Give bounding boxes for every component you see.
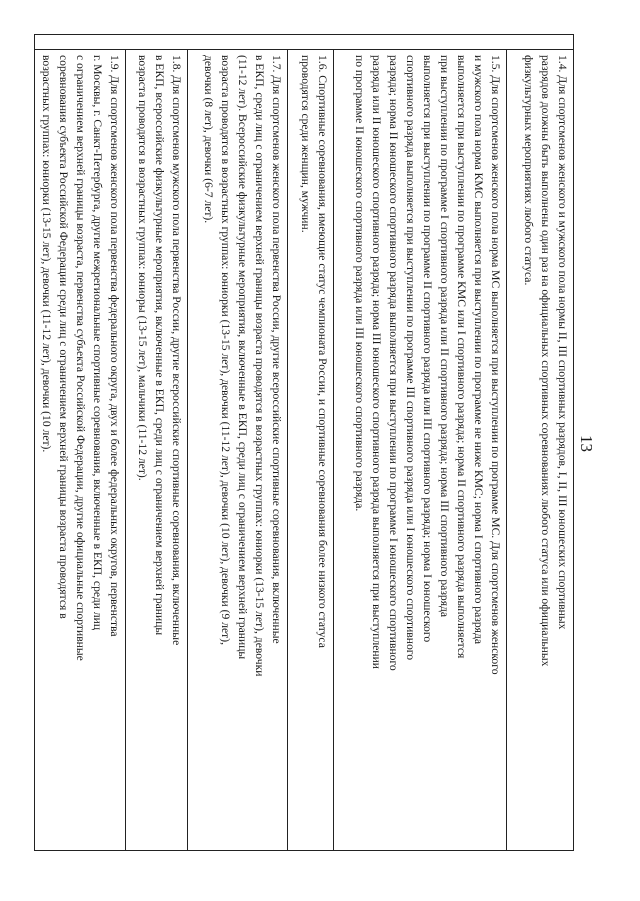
text-line: возрастных группах: юниорки (13-15 лет), девочки (11-12 лет), девочки (10 лет). — [40, 55, 53, 453]
text-line: выполняется при выступлении по программе КМС или I спортивного разряда; норма II спортивного разряда выполняется — [455, 55, 468, 659]
text-line: разряда или II юношеского спортивного разряда; норма III юношеского спортивного разряда выполняется при выступлении — [370, 55, 383, 670]
text-line: 1.4. Для спортсменов женского и мужского пола нормы II, III спортивных разрядов, I, II, III юношеских спортивных — [556, 55, 569, 630]
text-line: возраста проводятся в возрастных группах: юниоры (13-15 лет), мальчики (11-12 лет). — [136, 55, 149, 481]
text-line: г. Москвы, г. Санкт-Петербурга, другие межрегиональные спортивные соревнования, включенные в ЕКП, среди лиц — [91, 55, 104, 631]
text-line: 1.5. Для спортсменов женского пола норма МС выполняется при выступлении по программе МС. Для спортсменов женского — [489, 55, 502, 675]
page-number: 13 — [577, 435, 596, 452]
text-line: в ЕКП, всероссийские физкультурные мероприятия, включенные в ЕКП, среди лиц с ограничением верхней границы — [153, 55, 166, 636]
text-line: соревнования субъекта Российской Федерации среди лиц с ограничением верхней границы возраста проводятся в — [57, 55, 70, 619]
text-line: спортивного разряда выполняется при выступлении по программе III спортивного разряда или I юношеского спортивного — [404, 55, 417, 661]
text-line: и мужского пола норма КМС выполняется при выступлении по программе не ниже КМС; норма I спортивного разряда — [472, 55, 485, 644]
text-line: 1.7. Для спортсменов женского пола первенства России, другие всероссийские спортивные соревнования, включенные — [270, 55, 283, 644]
text-line: 1.6. Спортивные соревнования, имеющие статус чемпионата России, и спортивные соревнования более низкого статуса — [316, 55, 329, 648]
section-1-9 — [35, 50, 126, 850]
section-1-5 — [334, 50, 507, 850]
text-line: (11-12 лет). Всероссийские физкультурные мероприятия, включенные в ЕКП, среди лиц с ограничением верхней границы — [236, 55, 249, 660]
text-line: физкультурных мероприятиях любого статуса. — [522, 55, 535, 286]
text-line: выполняется при выступлении по программе II спортивного разряда или III спортивного разряда; норма I юношеского — [421, 55, 434, 643]
section-1-7 — [188, 50, 288, 850]
text-line: разряда; норма II юношеского спортивного разряда выполняется при выступлении по программе I юношеского спортивного — [387, 55, 400, 671]
section-1-8 — [126, 50, 188, 850]
text-line: с ограничением верхней границы возраста, первенства субъекта Российской Федерации, другие официальные спортивные — [74, 55, 87, 661]
text-line: 1.9. Для спортсменов женского пола первенства федерального округа, двух и более федеральных округов, первенства — [108, 55, 121, 637]
text-line: возраста проводятся в возрастных группах: юниорки (13-15 лет), девочки (11-12 лет), девочки (10 лет), девочки (9 лет), — [219, 55, 232, 645]
text-line: девочки (8 лет), девочки (6-7 лет). — [202, 55, 215, 224]
section-1-4 — [507, 50, 573, 850]
text-line: в ЕКП, среди лиц с ограничением верхней границы возраста проводятся в возрастных группах: юниорки (13-15 лет), девочки — [253, 55, 266, 677]
text-line: по программе II юношеского спортивного разряда или III юношеского спортивного разряда. — [353, 55, 366, 512]
text-line: при выступлении по программе I спортивного разряда или II спортивного разряда; норма III спортивного разряда — [438, 55, 451, 618]
text-line: проводятся среди женщин, мужчин. — [299, 55, 312, 233]
section-1-6 — [288, 50, 334, 850]
rules-table — [34, 34, 574, 851]
index-column — [35, 35, 573, 50]
text-line: разрядов должны быть выполнены один раз на официальных спортивных соревнованиях любого статуса или официальных — [539, 55, 552, 667]
text-line: 1.8. Для спортсменов мужского пола первенства России, другие всероссийские спортивные соревнования, включенные — [170, 55, 183, 646]
text-column — [35, 50, 573, 850]
